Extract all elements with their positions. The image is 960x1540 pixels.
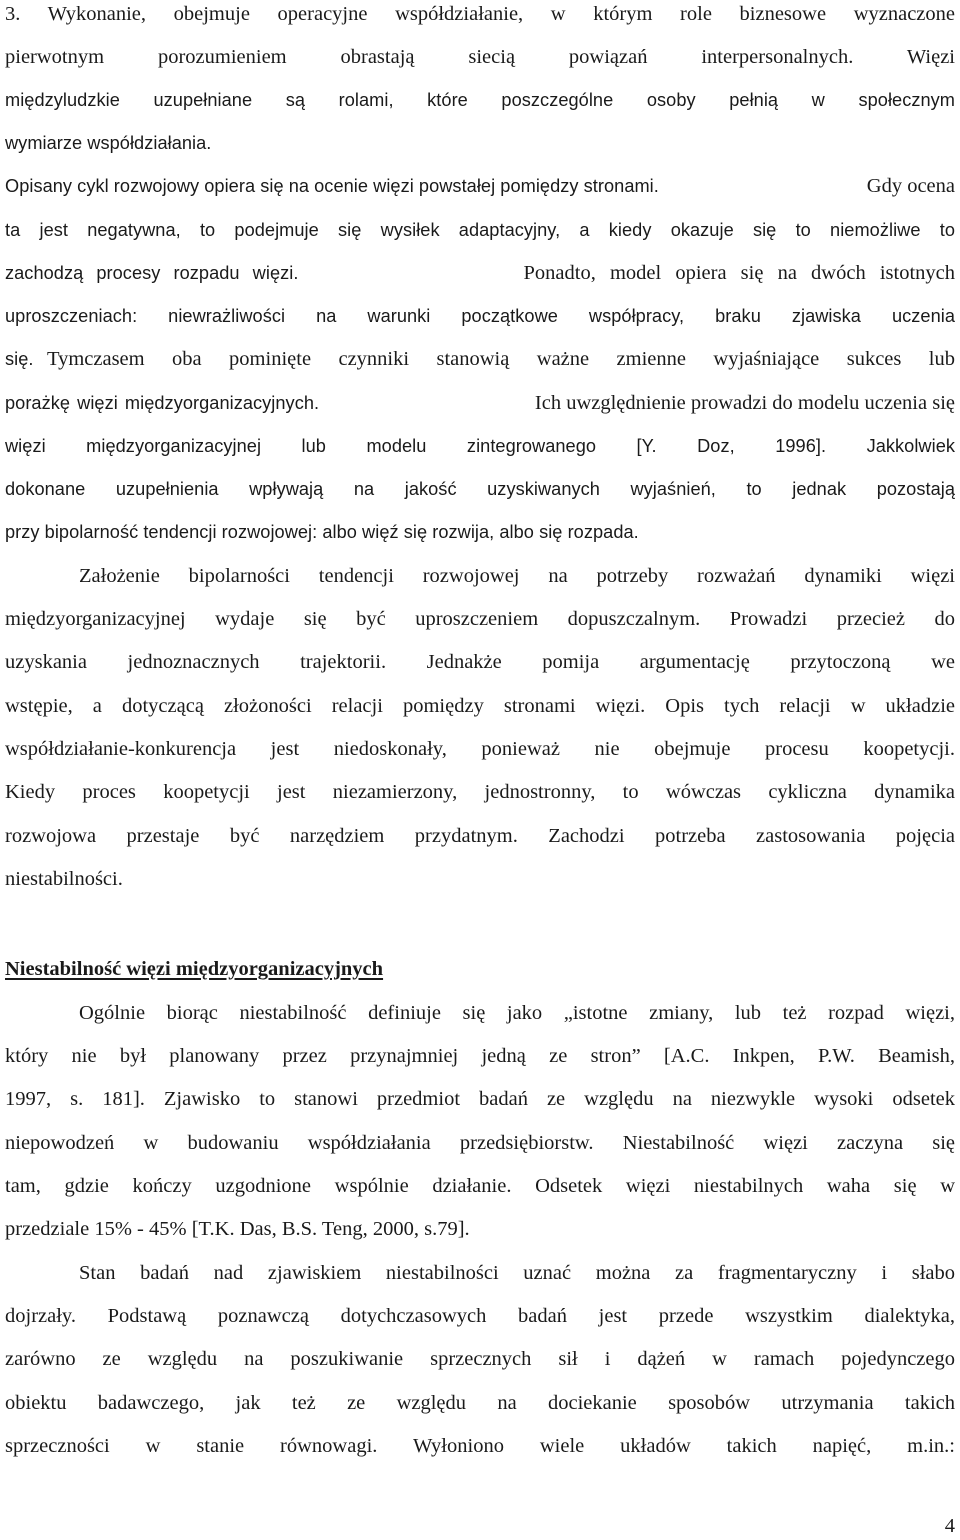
text-line: Stan badań nad zjawiskiem niestabilności uznać można za fragmentaryczny i słabo xyxy=(79,1262,955,1284)
text-run: zachodzą procesy rozpadu więzi. xyxy=(5,263,299,283)
text-line: międzyorganizacyjnej wydaje się być uproszczeniem dopuszczalnym. Prowadzi przecież do xyxy=(5,608,955,630)
text-line: niepowodzeń w budowaniu współdziałania przedsiębiorstw. Niestabilność więzi zaczyna się xyxy=(5,1132,955,1154)
text-line: ta jest negatywna, to podejmuje się wysiłek adaptacyjny, a kiedy okazuje się to niemożliwe to xyxy=(5,220,955,240)
text-line: 3. Wykonanie, obejmuje operacyjne współdziałanie, w którym role biznesowe wyznaczone xyxy=(5,3,955,25)
text-line: dokonane uzupełnienia wpływają na jakość uzyskiwanych wyjaśnień, to jednak pozostają xyxy=(5,479,955,499)
text-line: współdziałanie-konkurencja jest niedoskonały, ponieważ nie obejmuje procesu koopetycji. xyxy=(5,738,955,760)
text-run: się. xyxy=(5,349,34,369)
text-line: zarówno ze względu na poszukiwanie sprzecznych sił i dążeń w ramach pojedynczego xyxy=(5,1348,955,1370)
text-run: Opisany cykl rozwojowy opiera się na ocenie więzi powstałej pomiędzy stronami. xyxy=(5,176,659,196)
text-line: pierwotnym porozumieniem obrastają siecią powiązań interpersonalnych. Więzi xyxy=(5,46,955,68)
text-line: międzyludzkie uzupełniane są rolami, które poszczególne osoby pełnią w społecznym xyxy=(5,90,955,110)
text-run: Gdy ocena xyxy=(866,175,955,197)
text-line: tam, gdzie kończy uzgodnione wspólnie działanie. Odsetek więzi niestabilnych waha się w xyxy=(5,1175,955,1197)
text-line: uproszczeniach: niewrażliwości na warunki początkowe współpracy, braku zjawiska uczenia xyxy=(5,306,955,326)
text-run: Tymczasem oba pominięte czynniki stanowią ważne zmienne wyjaśniające sukces lub xyxy=(47,348,955,370)
text-line: rozwojowa przestaje być narzędziem przydatnym. Zachodzi potrzeba zastosowania pojęcia xyxy=(5,825,955,847)
text-line: przedziale 15% - 45% [T.K. Das, B.S. Teng, 2000, s.79]. xyxy=(5,1218,470,1240)
section-heading: Niestabilność więzi międzyorganizacyjnych xyxy=(5,958,384,980)
text-line: dojrzały. Podstawą poznawczą dotychczasowych badań jest przede wszystkim dialektyka, xyxy=(5,1305,955,1327)
text-line xyxy=(5,389,955,417)
text-line: uzyskania jednoznacznych trajektorii. Jednakże pomija argumentację przytoczoną we xyxy=(5,651,955,673)
text-line xyxy=(5,172,955,200)
text-line xyxy=(5,259,955,287)
text-run: porażkę więzi międzyorganizacyjnych. xyxy=(5,393,320,413)
text-line: więzi międzyorganizacyjnej lub modelu zintegrowanego [Y. Doz, 1996]. Jakkolwiek xyxy=(5,436,955,456)
text-line: niestabilności. xyxy=(5,868,123,890)
text-run: Ich uwzględnienie prowadzi do modelu uczenia się xyxy=(534,392,955,414)
text-line: Ogólnie biorąc niestabilność definiuje się jako „istotne zmiany, lub też rozpad więzi, xyxy=(79,1002,955,1024)
text-line: Kiedy proces koopetycji jest niezamierzony, jednostronny, to wówczas cykliczna dynamika xyxy=(5,781,955,803)
text-line: przy bipolarność tendencji rozwojowej: albo więź się rozwija, albo się rozpada. xyxy=(5,522,639,542)
page-number: 4 xyxy=(944,1515,955,1537)
text-line: sprzeczności w stanie równowagi. Wyłoniono wiele układów takich napięć, m.in.: xyxy=(5,1435,955,1457)
text-line xyxy=(5,345,955,373)
text-line: obiektu badawczego, jak też ze względu na dociekanie sposobów utrzymania takich xyxy=(5,1392,955,1414)
text-line: wymiarze współdziałania. xyxy=(5,133,212,153)
text-line: 1997, s. 181]. Zjawisko to stanowi przedmiot badań ze względu na niezwykle wysoki odsetek xyxy=(5,1088,955,1110)
text-line: Założenie bipolarności tendencji rozwojowej na potrzeby rozważań dynamiki więzi xyxy=(79,565,955,587)
text-line: wstępie, a dotyczącą złożoności relacji pomiędzy stronami więzi. Opis tych relacji w układzie xyxy=(5,695,955,717)
text-run: Ponadto, model opiera się na dwóch istotnych xyxy=(523,262,955,284)
text-line: który nie był planowany przez przynajmniej jedną ze stron” [A.C. Inkpen, P.W. Beamish, xyxy=(5,1045,955,1067)
